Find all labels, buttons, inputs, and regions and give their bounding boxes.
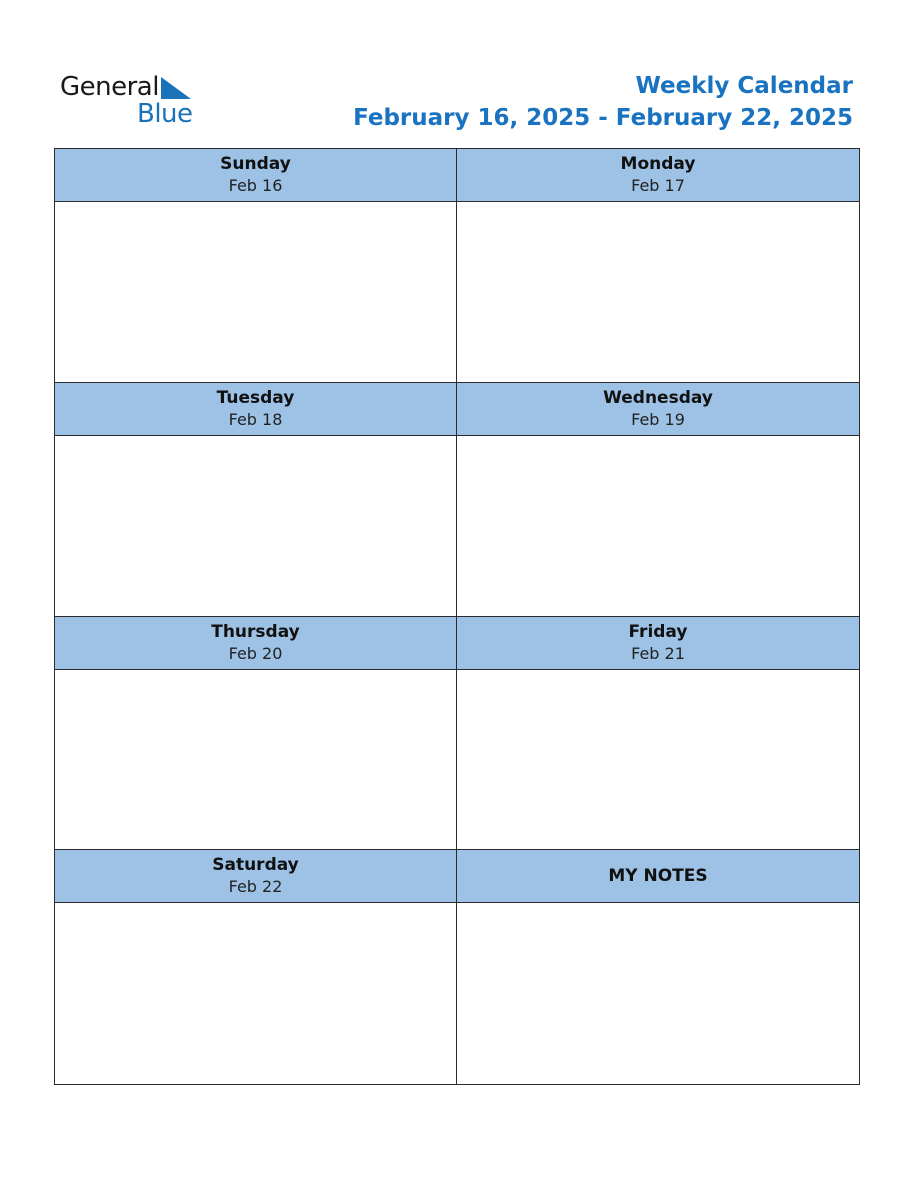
logo-text-blue: Blue: [137, 99, 193, 129]
day-notes-area[interactable]: [55, 202, 456, 382]
day-notes-area[interactable]: [55, 903, 456, 1084]
day-header: [457, 617, 859, 670]
notes-cell: [457, 850, 859, 1084]
day-header: [457, 383, 859, 436]
day-cell-thursday: [55, 617, 457, 851]
day-date: Feb 20: [228, 643, 283, 663]
day-name: Sunday: [220, 154, 291, 174]
day-cell-saturday: [55, 850, 457, 1084]
day-date: Feb 16: [228, 176, 283, 195]
day-name: Tuesday: [216, 387, 295, 408]
weekly-calendar-grid: [54, 148, 860, 1085]
day-date: Feb 19: [631, 409, 685, 429]
day-name: Thursday: [211, 621, 300, 642]
day-header: [457, 149, 859, 202]
day-cell-sunday: [55, 149, 457, 383]
date-range: February 16, 2025 - February 22, 2025: [353, 105, 853, 131]
title-block: [353, 70, 853, 134]
day-notes-area[interactable]: [55, 670, 456, 850]
day-date: Feb 18: [228, 409, 283, 429]
day-notes-area[interactable]: [457, 202, 859, 382]
day-cell-monday: [457, 149, 859, 383]
logo-triangle-icon: [161, 77, 191, 99]
day-cell-friday: [457, 617, 859, 851]
day-date: Feb 21: [631, 643, 685, 663]
day-name: Friday: [628, 621, 688, 642]
notes-header: [457, 850, 859, 903]
day-cell-tuesday: [55, 383, 457, 617]
day-notes-area[interactable]: [457, 670, 859, 850]
day-header: [55, 383, 456, 436]
notes-area[interactable]: [457, 903, 859, 1084]
day-header: [55, 850, 456, 903]
day-name: Wednesday: [603, 387, 713, 408]
day-cell-wednesday: [457, 383, 859, 617]
day-notes-area[interactable]: [55, 436, 456, 616]
page-title: Weekly Calendar: [635, 73, 853, 99]
day-header: [55, 617, 456, 670]
day-notes-area[interactable]: [457, 436, 859, 616]
logo: [60, 72, 200, 128]
notes-label: MY NOTES: [608, 866, 708, 887]
day-name: Saturday: [212, 855, 299, 876]
day-date: Feb 17: [631, 176, 685, 195]
day-name: Monday: [620, 154, 696, 174]
logo-text-general: General: [60, 72, 159, 102]
day-date: Feb 22: [228, 877, 283, 897]
day-header: [55, 149, 456, 202]
